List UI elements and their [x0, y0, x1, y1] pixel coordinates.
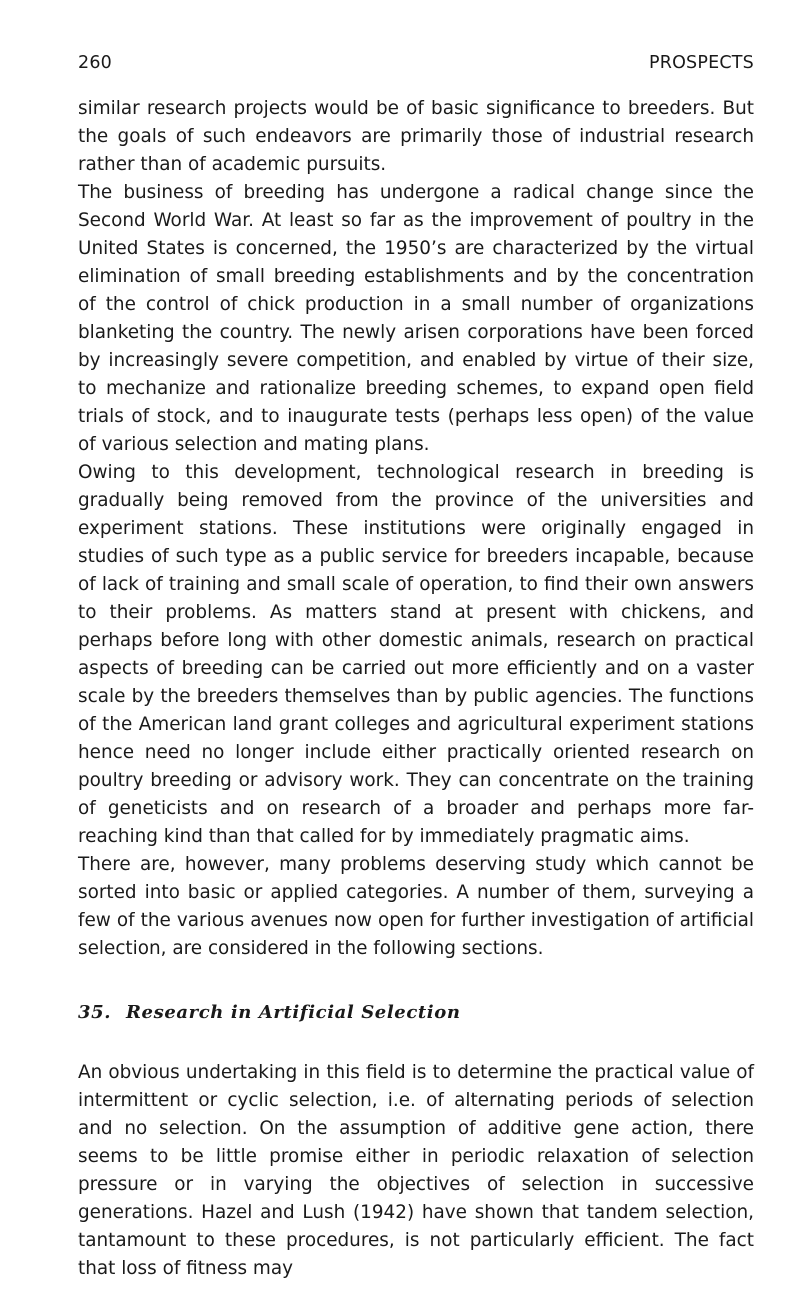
paragraph: An obvious undertaking in this field is to determine the practical value of intermittent or cyclic selection, i.e. of alternating periods of selection and no selection. On the assumption of additive gene action, there seems to be little promise either in periodic relaxation of selection pressure or in varying the objectives of selection in successive generations. Hazel and Lush (1942) have shown that tandem selection, tantamount to these procedures, is not particularly efficient. The fact that loss of fitness may [78, 1062, 754, 1279]
section-title: Research in Artificial Selection [126, 1002, 461, 1023]
body-text-after [78, 1059, 754, 1283]
paragraph: There are, however, many problems deserving study which cannot be sorted into basic or applied categories. A number of them, surveying a few of the various avenues now open for further investigation of artificial selection, are considered in the following sections. [78, 854, 754, 959]
section-heading [78, 1001, 754, 1025]
section-number: 35. [78, 1002, 112, 1023]
book-page [78, 52, 754, 1283]
paragraph: similar research projects would be of basic significance to breeders. But the goals of such endeavors are primarily those of industrial research rather than of academic pursuits. [78, 98, 754, 175]
running-head [78, 52, 754, 74]
page-number: 260 [78, 53, 113, 73]
body-text-before [78, 95, 754, 963]
paragraph: The business of breeding has undergone a radical change since the Second World War. At least so far as the improvement of poultry in the United States is concerned, the 1950’s are characterized by the virtual elimination of small breeding establishments and by the concentration of the control of chick production in a small number of organizations blanketing the country. The newly arisen corporations have been forced by increasingly severe competition, and enabled by virtue of their size, to mechanize and rationalize breeding schemes, to expand open field trials of stock, and to inaugurate tests (perhaps less open) of the value of various selection and mating plans. [78, 182, 754, 455]
running-title: PROSPECTS [648, 53, 754, 73]
paragraph: Owing to this development, technological research in breeding is gradually being removed from the province of the universities and experiment stations. These institutions were originally engaged in studies of such type as a public service for breeders incapable, because of lack of training and small scale of operation, to find their own answers to their problems. As matters stand at present with chickens, and perhaps before long with other domestic animals, research on practical aspects of breeding can be carried out more efficiently and on a vaster scale by the breeders themselves than by public agencies. The functions of the American land grant colleges and agricultural experiment stations hence need no longer include either practically oriented research on poultry breeding or advisory work. They can concentrate on the training of geneticists and on research of a broader and perhaps more far-reaching kind than that called for by immediately pragmatic aims. [78, 462, 754, 847]
